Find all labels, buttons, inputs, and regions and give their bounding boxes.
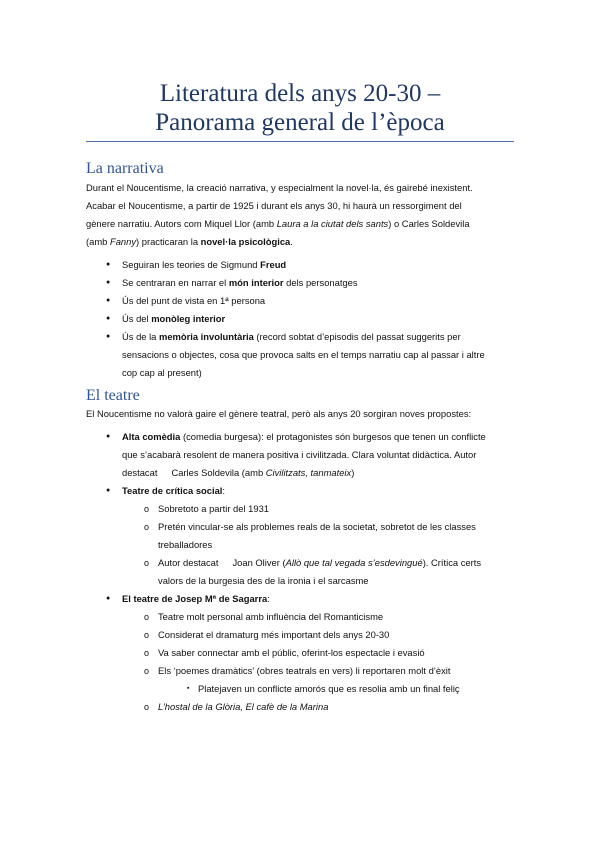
text-run: ) bbox=[351, 467, 355, 478]
sub-list-item-continued: treballadores bbox=[158, 539, 213, 550]
bullet-icon: ● bbox=[106, 297, 111, 304]
text-run: ). Crítica certs bbox=[422, 557, 482, 568]
text-bold: Freud bbox=[260, 259, 287, 270]
list-item bbox=[122, 310, 225, 329]
text-run: . bbox=[290, 236, 293, 247]
text-run: (record sobtat d’episodis del passat suggerits per bbox=[253, 331, 461, 342]
text-run: ) o Carles Soldevila bbox=[388, 218, 470, 229]
list-item-continued: que s’acabarà resolent de manera positiva i civilitzada. Clara voluntat didàctica. Autor bbox=[122, 449, 477, 460]
term-novella-psicologica: novel·la psicològica bbox=[200, 236, 291, 247]
book-title-allo: Allò que tal vegada s’esdevingué bbox=[285, 557, 423, 568]
sub-list-item: Els ‘poemes dramàtics’ (obres teatrals en vers) li reportaren molt d’èxit bbox=[158, 665, 451, 676]
list-item: Ús del punt de vista en 1ª persona bbox=[122, 295, 266, 306]
heading-narrativa: La narrativa bbox=[86, 160, 164, 177]
list-item bbox=[122, 256, 286, 275]
text-run: : bbox=[222, 485, 226, 496]
bullet-icon: ● bbox=[106, 595, 111, 602]
sub-bullet-icon: o bbox=[144, 702, 150, 712]
sub-list-item: Pretén vincular-se als problemes reals de la societat, sobretot de les classes bbox=[158, 521, 476, 532]
sub-bullet-icon: o bbox=[144, 522, 150, 532]
text-run: (comedia burgesa): el protagonistes són burgesos que tenen un conflicte bbox=[180, 431, 486, 442]
text-run: Autor destacat bbox=[158, 557, 219, 568]
page-title-line-2: Panorama general de l’època bbox=[155, 109, 445, 136]
book-title-laura: Laura a la ciutat dels sants bbox=[276, 218, 389, 229]
text-bold: monòleg interior bbox=[151, 313, 226, 324]
sub-list-item: Teatre molt personal amb influència del Romanticisme bbox=[158, 611, 384, 622]
book-titles-sagarra: L’hostal de la Glòria, El cafè de la Marina bbox=[158, 701, 329, 712]
sub-bullet-icon: o bbox=[144, 558, 150, 568]
teatre-intro: El Noucentisme no valorà gaire el gènere teatral, però als anys 20 sorgiran noves propostes: bbox=[86, 408, 472, 419]
term-teatre-sagarra: El teatre de Josep Mª de Sagarra bbox=[122, 593, 268, 604]
text-run: Ús de la bbox=[122, 331, 159, 342]
text-run: Carles Soldevila (amb bbox=[171, 467, 266, 478]
narrativa-intro-line-1: Durant el Noucentisme, la creació narrativa, y especialment la novel·la, és gairebé inexistent. bbox=[86, 182, 473, 193]
sub-sub-list-item: Platejaven un conflicte amorós que es resolia amb un final feliç bbox=[198, 683, 460, 694]
page-title-line-1: Literatura dels anys 20-30 – bbox=[159, 80, 441, 107]
text-run: ) practicaran la bbox=[136, 236, 201, 247]
narrativa-intro-line-2: Acabar el Noucentisme, a partir de 1925 i durant els anys 30, hi haurà un ressorgiment del bbox=[86, 200, 462, 211]
book-title-civilitzats: Civilitzats, tanmateix bbox=[265, 467, 352, 478]
list-item bbox=[122, 328, 461, 347]
sub-bullet-icon: o bbox=[144, 630, 150, 640]
text-run: gènere narratiu. Autors com Miquel Llor (amb bbox=[86, 218, 277, 229]
title-divider bbox=[86, 141, 514, 142]
term-alta-comedia: Alta comèdia bbox=[122, 431, 181, 442]
book-title-fanny: Fanny bbox=[109, 236, 137, 247]
bullet-icon: ● bbox=[106, 279, 111, 286]
text-run: Joan Oliver ( bbox=[232, 557, 286, 568]
bullet-icon: ● bbox=[106, 433, 111, 440]
bullet-icon: ● bbox=[106, 333, 111, 340]
sub-list-item: Considerat el dramaturg més important dels anys 20-30 bbox=[158, 629, 390, 640]
bullet-icon: ● bbox=[106, 261, 111, 268]
sub-list-item: Va saber connectar amb el públic, oferint-los espectacle i evasió bbox=[158, 647, 425, 658]
text-run: dels personatges bbox=[283, 277, 358, 288]
bullet-icon: ● bbox=[106, 487, 111, 494]
narrativa-intro-line-4 bbox=[86, 233, 293, 252]
sub-bullet-icon: o bbox=[144, 504, 150, 514]
narrativa-intro-line-3 bbox=[86, 215, 470, 234]
list-item-continued: cop cap al present) bbox=[122, 367, 202, 378]
square-bullet-icon: ▪ bbox=[187, 685, 190, 692]
list-item-continued: sensacions o objectes, cosa que provoca salts en el temps narratiu cap al passar i altre bbox=[122, 349, 485, 360]
sub-bullet-icon: o bbox=[144, 666, 150, 676]
text-run: Ús del bbox=[122, 313, 152, 324]
text-bold: món interior bbox=[228, 277, 284, 288]
text-bold: memòria involuntària bbox=[159, 331, 254, 342]
term-critica-social: Teatre de crítica social bbox=[122, 485, 223, 496]
text-run: destacat bbox=[122, 467, 158, 478]
text-run: : bbox=[267, 593, 270, 604]
sub-list-item: Sobretoto a partir del 1931 bbox=[158, 503, 270, 514]
sub-bullet-icon: o bbox=[144, 648, 150, 658]
sub-bullet-icon: o bbox=[144, 612, 150, 622]
list-item-continued bbox=[122, 464, 354, 483]
bullet-icon: ● bbox=[106, 315, 111, 322]
text-run: Seguiran les teories de Sigmund bbox=[122, 259, 261, 270]
sub-list-item bbox=[158, 698, 328, 717]
heading-teatre: El teatre bbox=[86, 387, 140, 404]
text-run: (amb bbox=[86, 236, 110, 247]
list-item bbox=[122, 590, 270, 609]
list-item bbox=[122, 482, 225, 501]
list-item bbox=[122, 274, 358, 293]
sub-list-item bbox=[158, 554, 481, 573]
sub-list-item-continued: valors de la burgesia des de la ironia i el sarcasme bbox=[158, 575, 369, 586]
list-item bbox=[122, 428, 486, 447]
text-run: Se centraran en narrar el bbox=[122, 277, 229, 288]
